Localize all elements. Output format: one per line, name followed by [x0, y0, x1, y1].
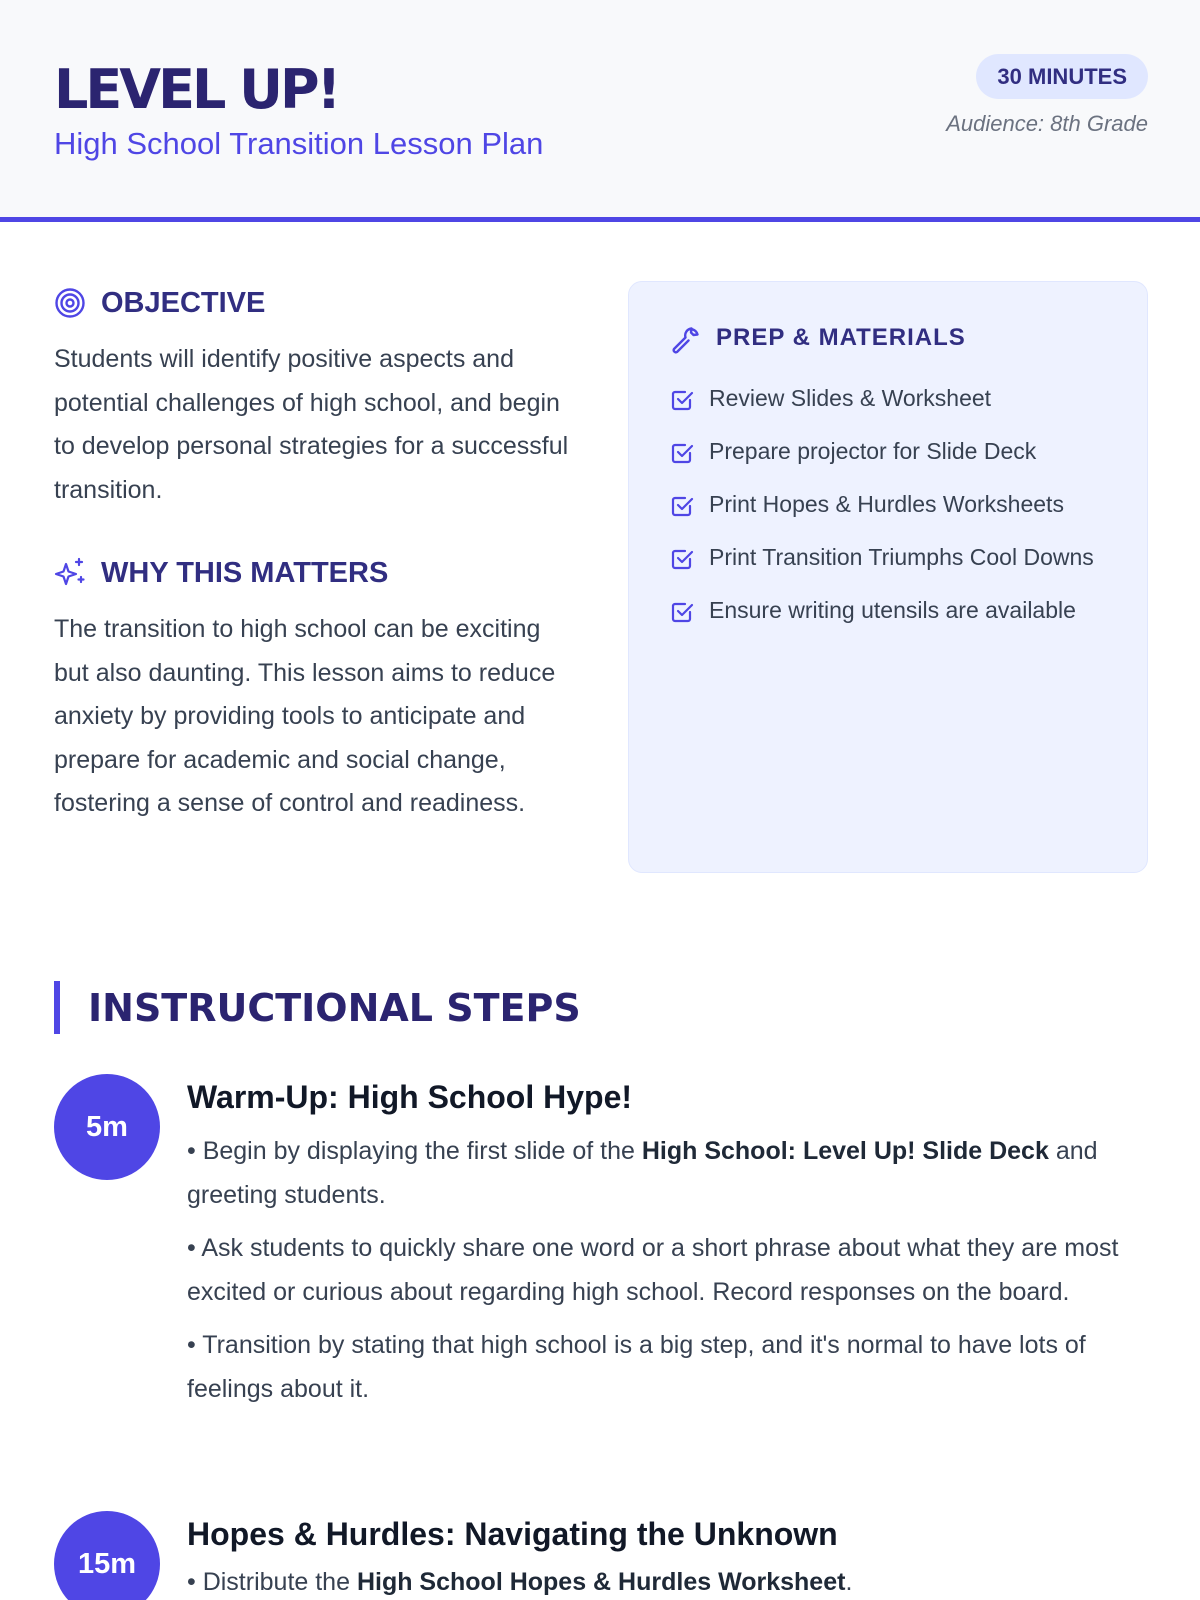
prep-item-label: Print Hopes & Hurdles Worksheets — [709, 491, 1064, 517]
checkbox-checked-icon — [669, 599, 695, 625]
target-icon — [54, 287, 86, 319]
audience-label: Audience: 8th Grade — [946, 111, 1148, 136]
prep-heading-label: PREP & MATERIALS — [716, 324, 966, 351]
step-bullet: • Ask students to quickly share one word or a short phrase about what they are most excited or curious about regarding high school. Record responses on the board. — [187, 1234, 1119, 1306]
prep-list — [669, 382, 1109, 647]
objective-heading-label: OBJECTIVE — [101, 287, 266, 319]
why-heading-label: WHY THIS MATTERS — [101, 557, 389, 589]
prep-item — [669, 541, 1109, 574]
wrench-icon — [669, 322, 701, 354]
step-bullet: • Distribute the High School Hopes & Hurdles Worksheet. — [187, 1568, 853, 1596]
checkbox-checked-icon — [669, 440, 695, 466]
step-time-badge: 15m — [54, 1511, 160, 1600]
objective-text: Students will identify positive aspects and potential challenges of high school, and begin to develop personal strategies for a successful transition. — [54, 345, 569, 504]
prep-item — [669, 435, 1109, 468]
checkbox-checked-icon — [669, 493, 695, 519]
step-body — [187, 1074, 1147, 1411]
page-title: LEVEL UP! — [54, 58, 339, 121]
checkbox-checked-icon — [669, 387, 695, 413]
sparkles-icon — [54, 557, 86, 589]
prep-item — [669, 488, 1109, 521]
why-heading — [54, 554, 574, 592]
prep-item — [669, 594, 1109, 627]
step-bullet: • Transition by stating that high school is a big step, and it's normal to have lots of feelings about it. — [187, 1331, 1086, 1403]
step-body — [187, 1511, 1147, 1600]
step-title: Warm-Up: High School Hype! — [187, 1079, 633, 1115]
step-time-badge: 5m — [54, 1074, 160, 1180]
prep-item — [669, 382, 1109, 415]
prep-materials-card — [628, 281, 1148, 873]
steps-heading-label: INSTRUCTIONAL STEPS — [88, 986, 581, 1030]
page-subtitle: High School Transition Lesson Plan — [54, 126, 544, 161]
prep-item-label: Review Slides & Worksheet — [709, 385, 992, 411]
prep-item-label: Ensure writing utensils are available — [709, 597, 1076, 623]
steps-heading — [54, 981, 581, 1034]
header — [0, 0, 1200, 222]
duration-badge: 30 MINUTES — [976, 54, 1148, 99]
why-text: The transition to high school can be exciting but also daunting. This lesson aims to reduce anxiety by providing tools to anticipate and prepare for academic and social change, fostering a sense of control and readiness. — [54, 615, 556, 817]
objective-heading — [54, 284, 574, 322]
prep-item-label: Prepare projector for Slide Deck — [709, 438, 1037, 464]
step-title: Hopes & Hurdles: Navigating the Unknown — [187, 1516, 838, 1552]
prep-item-label: Print Transition Triumphs Cool Downs — [709, 544, 1094, 570]
checkbox-checked-icon — [669, 546, 695, 572]
left-column — [54, 284, 574, 826]
step-bullet: • Begin by displaying the first slide of the High School: Level Up! Slide Deck and greeting students. — [187, 1137, 1098, 1209]
